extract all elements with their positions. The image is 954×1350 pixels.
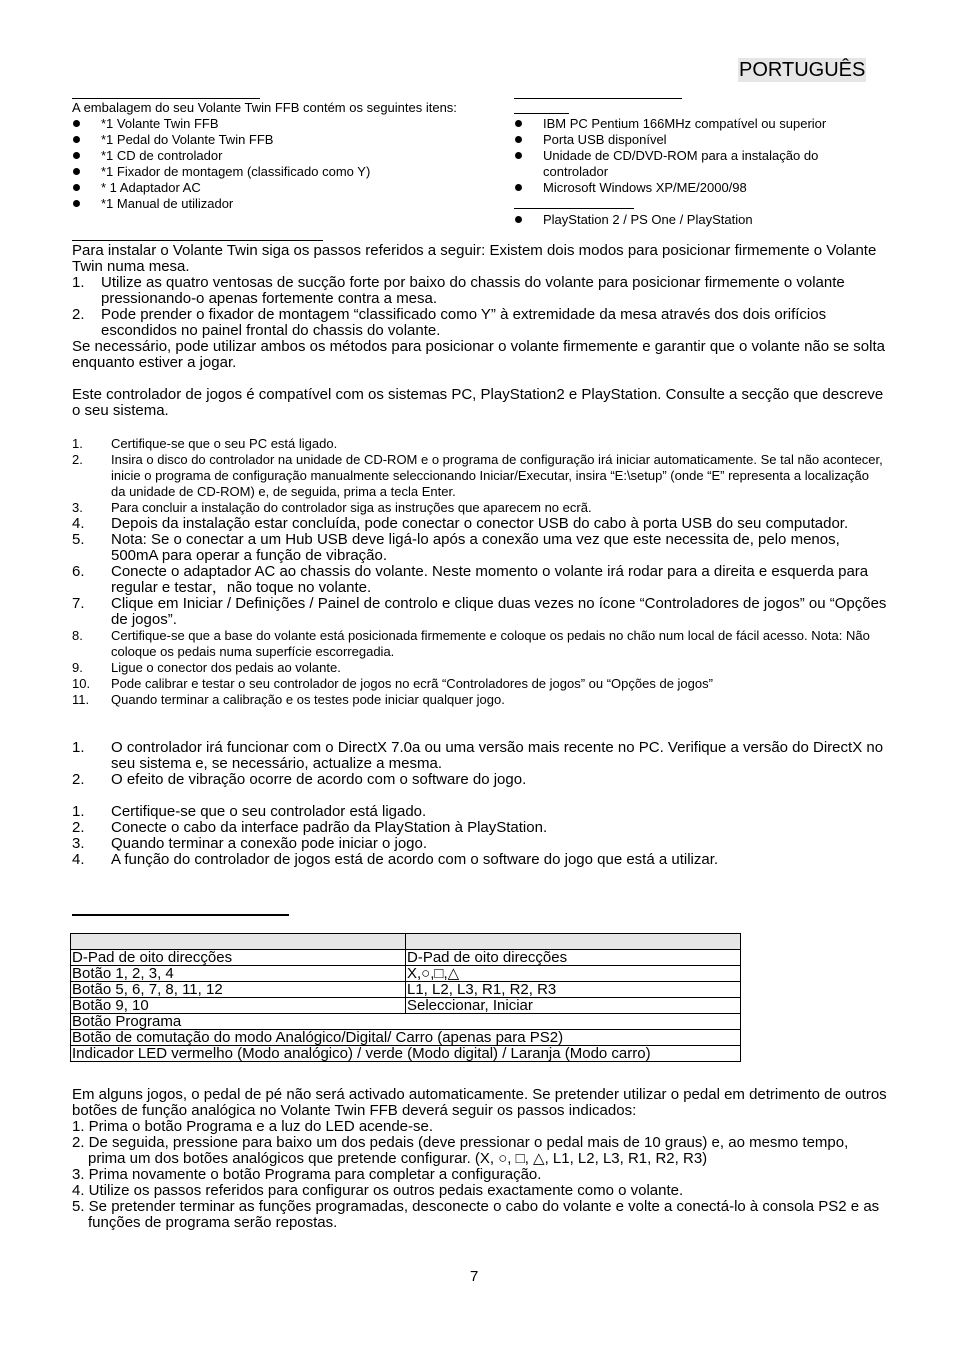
- item-text: Insira o disco do controlador na unidade de CD-ROM e o programa de configuração irá iniciar automaticamente. Se tal não acontecer, inicie o programa de configuração manualmente seleccionando Iniciar/Executar, insira “E:\setup” (onde “E” representa a localização da unidade de CD-ROM) e, de seguida, prima a tecla Enter.: [111, 452, 883, 499]
- item-number: 3.: [72, 835, 85, 852]
- list-item: IBM PC Pentium 166MHz compatível ou superior: [514, 116, 884, 132]
- table-row: [71, 1046, 741, 1062]
- item-text: Conecte o adaptador AC ao chassis do volante. Neste momento o volante irá rodar para a direita e esquerda para regular e testar，não toque no volante.: [111, 563, 869, 596]
- item-text: Ligue o conector dos pedais ao volante.: [111, 660, 341, 675]
- language-heading: PORTUGUÊS: [739, 59, 866, 81]
- item-number: 11.: [72, 692, 90, 707]
- item-text: Conecte o cabo da interface padrão da PlayStation à PlayStation.: [111, 819, 548, 836]
- item-text: Pode calibrar e testar o seu controlador de jogos no ecrã “Controladores de jogos” ou “Opções de jogos”: [111, 676, 713, 691]
- wheel-button-cell: Botão 5, 6, 7, 8, 11, 12: [71, 982, 406, 998]
- item-text: Certifique-se que a base do volante está posicionada firmemente e coloque os pedais no chão num local de fácil acesso. Nota: Não coloque os pedais numa superfície escorregadia.: [111, 628, 870, 659]
- wheel-button-cell: D-Pad de oito direcções: [71, 950, 406, 966]
- table-row: [71, 966, 741, 982]
- section-rule: [72, 98, 260, 99]
- list-item: [72, 852, 887, 868]
- section-rule: [514, 208, 634, 209]
- playstation-button-cell: L1, L2, L3, R1, R2, R3: [406, 982, 741, 998]
- item-number: 9.: [72, 660, 83, 675]
- item-text: Utilize as quatro ventosas de sucção forte por baixo do chassis do volante para posicionar firmemente o volante pressionando-o apenas fortemente contra a mesa.: [101, 274, 845, 307]
- item-number: 1.: [72, 436, 83, 451]
- table-row: [71, 998, 741, 1014]
- item-text: A função do controlador de jogos está de acordo com o software do jogo que está a utilizar.: [111, 851, 719, 868]
- list-item: [72, 692, 887, 708]
- list-item: [72, 804, 887, 820]
- item-number: 5.: [72, 531, 85, 548]
- table-row: [71, 950, 741, 966]
- list-item: [72, 564, 887, 596]
- item-number: 7.: [72, 595, 85, 612]
- pedal-intro: Em alguns jogos, o pedal de pé não será activado automaticamente. Se pretender utilizar o pedal em detrimento de outros botões de função analógica no Volante Twin FFB deverá seguir os passos indicados:: [72, 1086, 887, 1119]
- table-row: [71, 1030, 741, 1046]
- item-number: 6.: [72, 563, 85, 580]
- table-header-row: [71, 934, 741, 950]
- list-item: [72, 307, 887, 339]
- section-rule: [514, 113, 569, 114]
- section-rule: [72, 914, 289, 916]
- list-item: *1 Pedal do Volante Twin FFB: [72, 132, 492, 148]
- item-text: Para concluir a instalação do controlador siga as instruções que aparecem no ecrã.: [111, 500, 592, 515]
- list-item: * 1 Adaptador AC: [72, 180, 492, 196]
- list-item: *1 Fixador de montagem (classificado como Y): [72, 164, 492, 180]
- list-item: [72, 740, 887, 772]
- list-item: [72, 275, 887, 307]
- item-text: Quando terminar a conexão pode iniciar o jogo.: [111, 835, 428, 852]
- wheel-button-cell: Botão 1, 2, 3, 4: [71, 966, 406, 982]
- section-rule: [514, 98, 682, 99]
- pc-notes: [72, 740, 887, 788]
- list-item: *1 Volante Twin FFB: [72, 116, 492, 132]
- compatibility-text: Este controlador de jogos é compatível com os sistemas PC, PlayStation2 e PlayStation. Consulte a secção que descreve o seu sistema.: [72, 386, 884, 419]
- page-number: 7: [470, 1268, 479, 1285]
- item-text: Certifique-se que o seu PC está ligado.: [111, 436, 338, 451]
- installation-note: Se necessário, pode utilizar ambos os métodos para posicionar o volante firmemente e garantir que o volante não se solta enquanto estiver a jogar.: [72, 338, 885, 371]
- item-number: 4.: [72, 851, 85, 868]
- list-item: *1 Manual de utilizador: [72, 196, 492, 212]
- playstation-steps: [72, 804, 887, 868]
- list-item: PlayStation 2 / PS One / PlayStation: [514, 212, 884, 228]
- pedal-step: 5. Se pretender terminar as funções programadas, desconecte o cabo do volante e volte a conectá-lo à consola PS2 e as funções de programa serão repostas.: [72, 1198, 880, 1231]
- button-mapping-table: [70, 933, 741, 1062]
- list-item: Porta USB disponível: [514, 132, 884, 148]
- list-item: Unidade de CD/DVD-ROM para a instalação do controlador: [514, 148, 884, 180]
- pedal-step: 1. Prima o botão Programa e a luz do LED acende-se.: [72, 1118, 434, 1135]
- function-cell: Indicador LED vermelho (Modo analógico) / verde (Modo digital) / Laranja (Modo carro): [71, 1046, 741, 1062]
- pc-setup-steps: [72, 436, 887, 708]
- item-text: Depois da instalação estar concluída, pode conectar o conector USB do cabo à porta USB do seu computador.: [111, 515, 849, 532]
- list-item: [72, 436, 887, 452]
- table-row: [71, 1014, 741, 1030]
- installation-intro: Para instalar o Volante Twin siga os passos referidos a seguir: Existem dois modos para posicionar firmemente o Volante Twin numa mesa.: [72, 242, 877, 275]
- playstation-button-cell: D-Pad de oito direcções: [406, 950, 741, 966]
- item-text: O efeito de vibração ocorre de acordo com o software do jogo.: [111, 771, 527, 788]
- item-number: 2.: [72, 452, 83, 467]
- item-text: O controlador irá funcionar com o DirectX 7.0a ou uma versão mais recente no PC. Verifique a versão do DirectX no seu sistema e, se necessário, actualize a mesma.: [111, 739, 884, 772]
- list-item: Microsoft Windows XP/ME/2000/98: [514, 180, 884, 196]
- list-item: [72, 516, 887, 532]
- pedal-step: 3. Prima novamente o botão Programa para completar a configuração.: [72, 1166, 542, 1183]
- item-number: 3.: [72, 500, 83, 515]
- function-cell: Botão de comutação do modo Analógico/Digital/ Carro (apenas para PS2): [71, 1030, 741, 1046]
- item-number: 10.: [72, 676, 91, 691]
- section-rule: [72, 240, 323, 241]
- table-row: [71, 982, 741, 998]
- pedal-steps: [72, 1119, 887, 1231]
- list-item: [72, 836, 887, 852]
- list-item: *1 CD de controlador: [72, 148, 492, 164]
- item-text: Quando terminar a calibração e os testes pode iniciar qualquer jogo.: [111, 692, 505, 707]
- pedal-step: 2. De seguida, pressione para baixo um dos pedais (deve pressionar o pedal mais de 10 graus) e, ao mesmo tempo, prima um dos botões analógicos que pretende configurar. (X, ○, □, △, L1, L2, L3, R1, R2, R3): [72, 1134, 849, 1167]
- item-number: 1.: [72, 274, 85, 291]
- pedal-step: 4. Utilize os passos referidos para configurar os outros pedais exactamente como o volante.: [72, 1182, 684, 1199]
- pc-requirements-list: [514, 116, 884, 196]
- console-requirements-list: [514, 212, 884, 228]
- item-number: 1.: [72, 803, 85, 820]
- list-item: [72, 532, 887, 564]
- item-number: 8.: [72, 628, 83, 643]
- wheel-button-cell: Botão 9, 10: [71, 998, 406, 1014]
- list-item: [72, 452, 887, 500]
- list-item: [72, 772, 887, 788]
- package-list: [72, 116, 492, 212]
- item-text: Clique em Iniciar / Definições / Painel de controlo e clique duas vezes no ícone “Controladores de jogos” ou “Opções de jogos”.: [111, 595, 887, 628]
- item-number: 4.: [72, 515, 85, 532]
- item-number: 2.: [72, 771, 85, 788]
- playstation-button-cell: Seleccionar, Iniciar: [406, 998, 741, 1014]
- list-item: [72, 500, 887, 516]
- item-number: 1.: [72, 739, 85, 756]
- list-item: [72, 820, 887, 836]
- item-text: Certifique-se que o seu controlador está ligado.: [111, 803, 427, 820]
- playstation-button-cell: X,○,□,△: [406, 966, 741, 982]
- item-number: 2.: [72, 306, 85, 323]
- installation-steps: [72, 275, 887, 339]
- item-number: 2.: [72, 819, 85, 836]
- list-item: [72, 660, 887, 676]
- list-item: [72, 628, 887, 660]
- list-item: [72, 676, 887, 692]
- list-item: [72, 596, 887, 628]
- item-text: Pode prender o fixador de montagem “classificado como Y” à extremidade da mesa através dos dois orifícios escondidos no painel frontal do chassis do volante.: [101, 306, 827, 339]
- package-intro: A embalagem do seu Volante Twin FFB contém os seguintes itens:: [72, 100, 457, 115]
- item-text: Nota: Se o conectar a um Hub USB deve ligá-lo após a conexão uma vez que este necessita de, pelo menos, 500mA para operar a função de vibração.: [111, 531, 840, 564]
- function-cell: Botão Programa: [71, 1014, 741, 1030]
